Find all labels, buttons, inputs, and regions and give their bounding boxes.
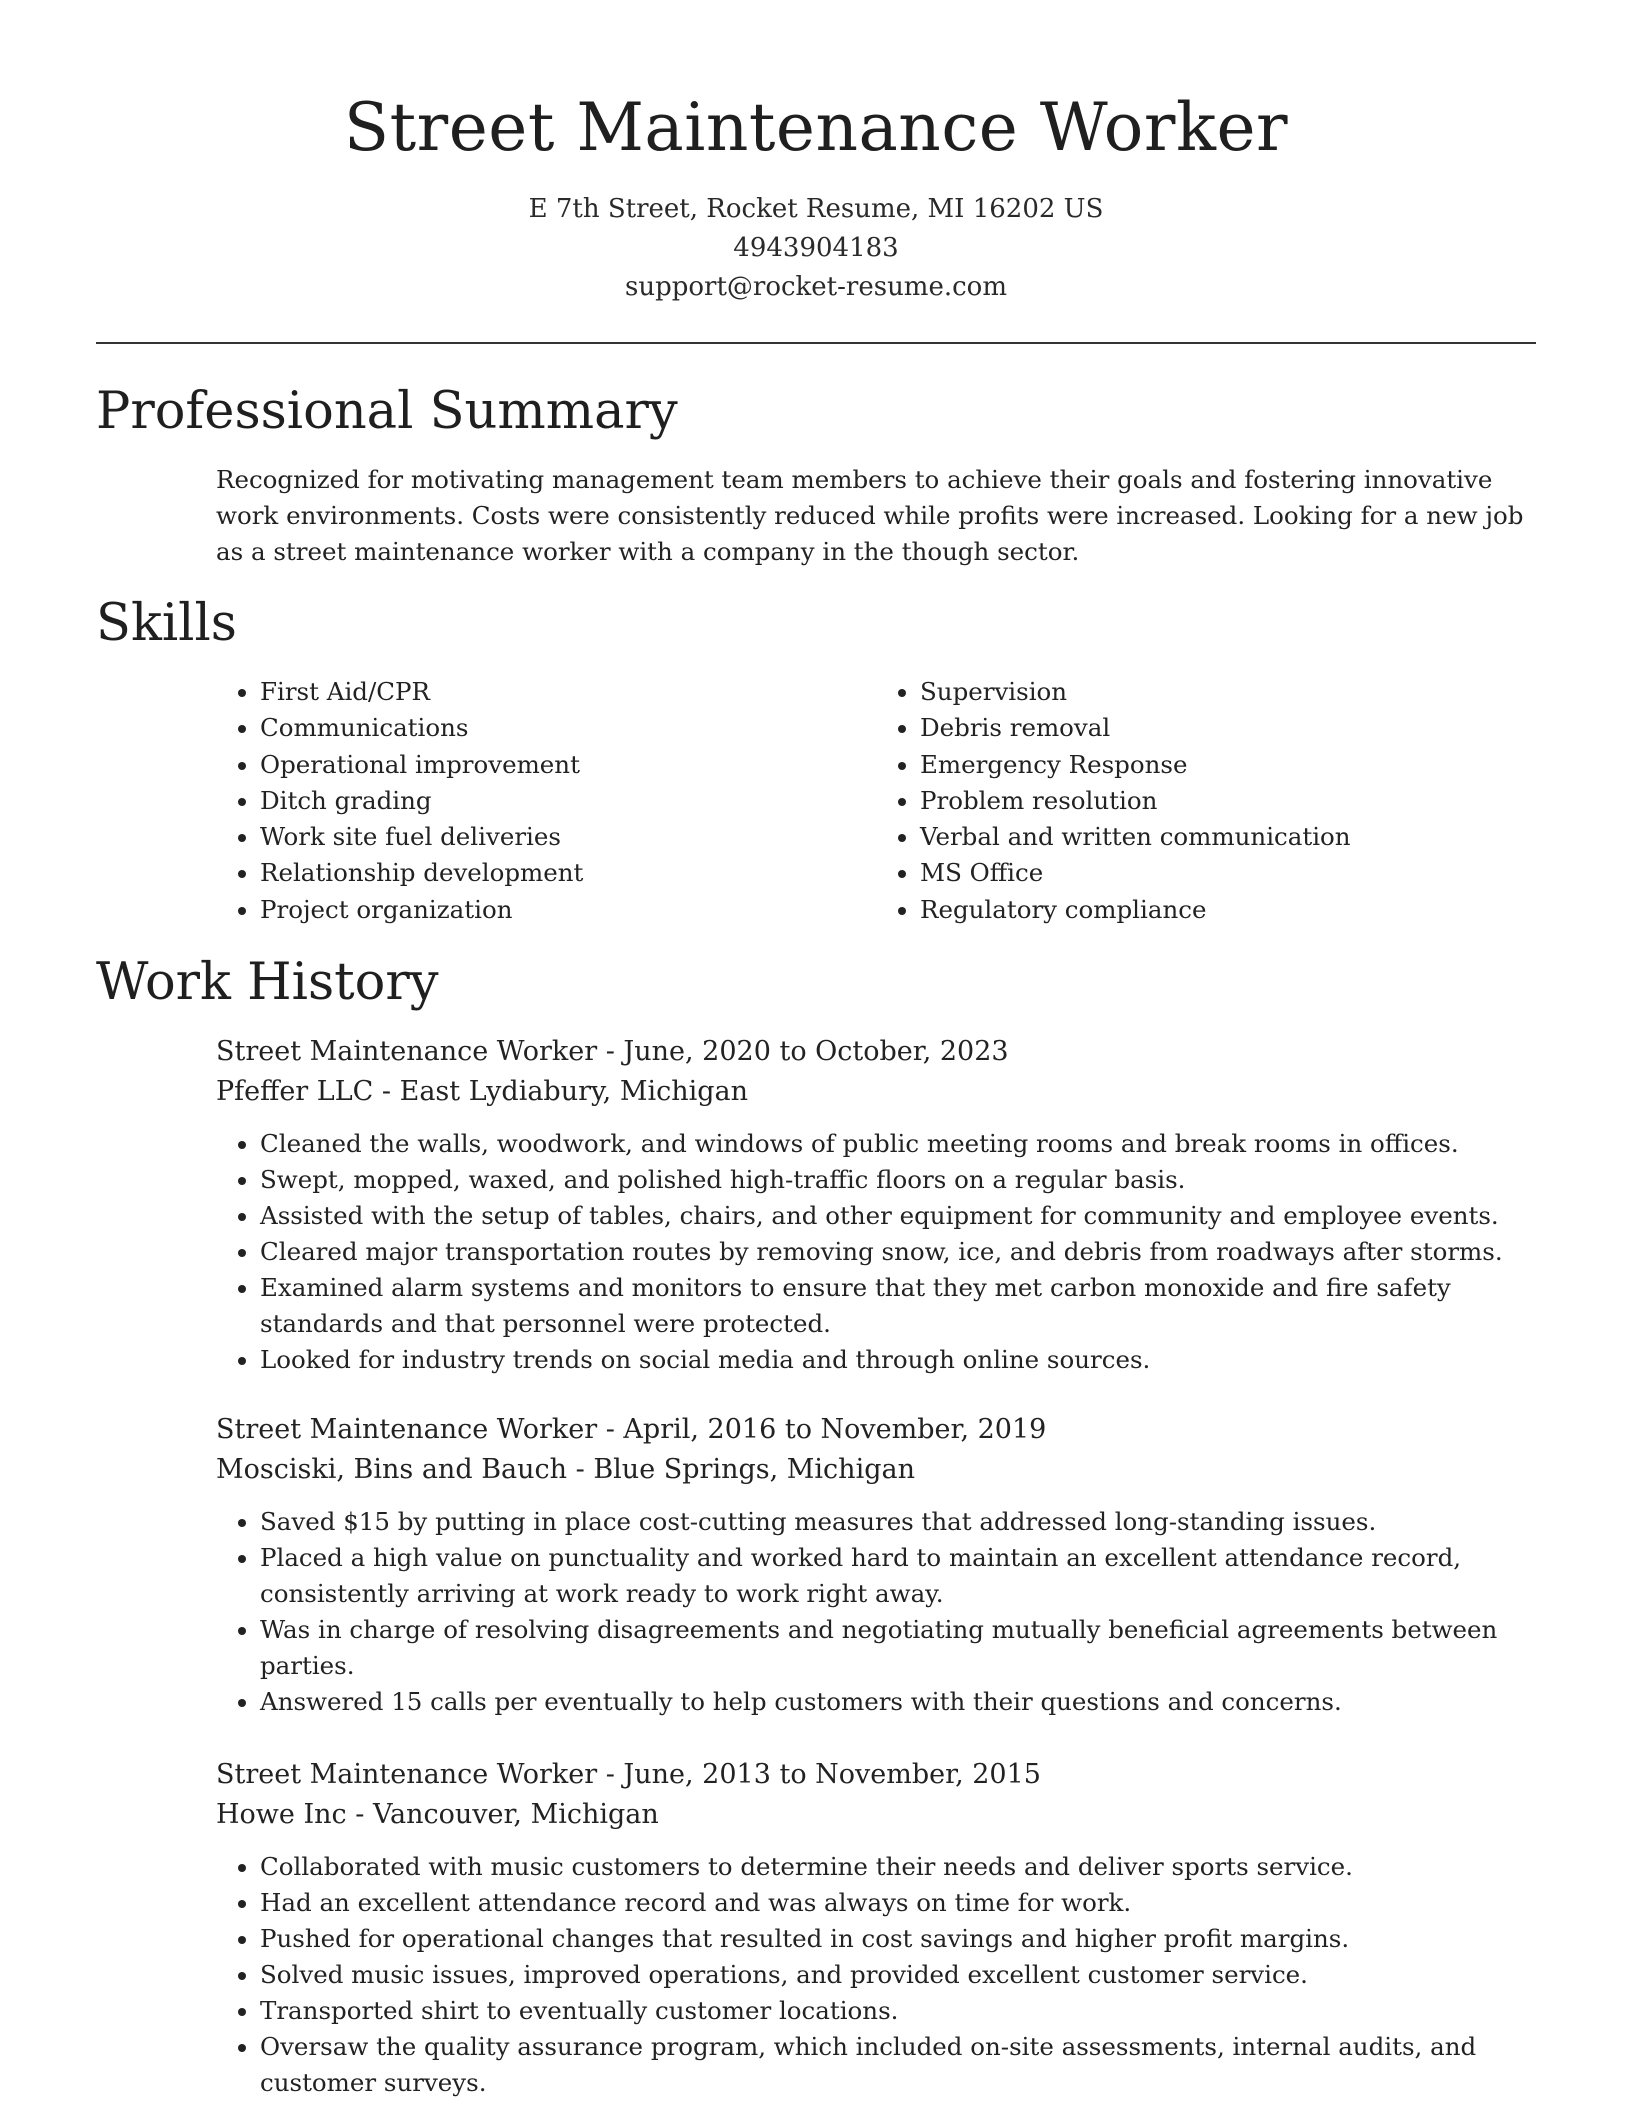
- job-bullets: [216, 1126, 1536, 1378]
- company-name: Howe Inc: [216, 1799, 347, 1830]
- job-bullet: • Was in charge of resolving disagreements and negotiating mutually beneficial agreements between parties.: [260, 1612, 1536, 1684]
- skills-heading: Skills: [96, 594, 237, 653]
- job-bullet: • Oversaw the quality assurance program, which included on-site assessments, internal audits, and customer surveys.: [260, 2029, 1536, 2101]
- job-bullet: • Cleared major transportation routes by removing snow, ice, and debris from roadways after storms.: [260, 1234, 1536, 1270]
- job-bullets: [216, 1849, 1536, 2101]
- job-title: Street Maintenance Worker: [216, 1414, 598, 1445]
- separator: -: [597, 1036, 624, 1067]
- separator: -: [567, 1454, 594, 1485]
- job-bullet: • Had an excellent attendance record and was always on time for work.: [260, 1885, 1536, 1921]
- job-entry: [216, 1410, 1536, 1720]
- separator: -: [597, 1759, 624, 1790]
- email-text: support@rocket-resume.com: [624, 272, 1007, 302]
- resume-header: [0, 0, 1632, 307]
- skill-item: • Emergency Response: [920, 747, 1536, 783]
- job-location: Blue Springs, Michigan: [593, 1454, 915, 1485]
- job-bullet: • Looked for industry trends on social media and through online sources.: [260, 1342, 1536, 1378]
- job-bullet: • Cleaned the walls, woodwork, and windows of public meeting rooms and break rooms in offices.: [260, 1126, 1536, 1162]
- job-title-line: [216, 1410, 1536, 1450]
- job-dates: June, 2013 to November, 2015: [623, 1759, 1041, 1790]
- skills-column-right: [876, 674, 1536, 928]
- skills-list: [216, 674, 1536, 928]
- skill-item: • Work site fuel deliveries: [260, 819, 876, 855]
- job-title: Street Maintenance Worker: [216, 1759, 598, 1790]
- skills-column-left: [216, 674, 876, 928]
- job-dates: June, 2020 to October, 2023: [623, 1036, 1009, 1067]
- company-name: Pfeffer LLC: [216, 1076, 374, 1107]
- job-dates: April, 2016 to November, 2019: [623, 1414, 1047, 1445]
- job-bullet: • Solved music issues, improved operations, and provided excellent customer service.: [260, 1957, 1536, 1993]
- job-bullet: • Swept, mopped, waxed, and polished high-traffic floors on a regular basis.: [260, 1162, 1536, 1198]
- job-company-line: [216, 1795, 1536, 1835]
- skill-item: • Supervision: [920, 674, 1536, 710]
- job-company-line: [216, 1450, 1536, 1490]
- header-divider: [96, 342, 1536, 344]
- job-location: East Lydiabury, Michigan: [399, 1076, 749, 1107]
- summary-text: Recognized for motivating management team members to achieve their goals and fostering innovative work environments. Costs were consistently reduced while profits were increased. Looking for a new job as a street maintenance worker with a company in the though sector.: [216, 465, 1524, 566]
- job-title: Street Maintenance Worker: [216, 1036, 598, 1067]
- job-bullets: [216, 1504, 1536, 1720]
- job-title-line: [216, 1755, 1536, 1795]
- skill-item: • Project organization: [260, 892, 876, 928]
- separator: -: [373, 1076, 400, 1107]
- skill-item: • MS Office: [920, 855, 1536, 891]
- job-bullet: • Transported shirt to eventually customer locations.: [260, 1993, 1536, 2029]
- skill-item: • First Aid/CPR: [260, 674, 876, 710]
- phone-text: 4943904183: [733, 233, 899, 263]
- job-bullet: • Examined alarm systems and monitors to ensure that they met carbon monoxide and fire safety standards and that personnel were protected.: [260, 1270, 1536, 1342]
- skill-item: • Regulatory compliance: [920, 892, 1536, 928]
- separator: -: [597, 1414, 624, 1445]
- skill-item: • Debris removal: [920, 710, 1536, 746]
- separator: -: [346, 1799, 373, 1830]
- skill-item: • Problem resolution: [920, 783, 1536, 819]
- job-bullet: • Answered 15 calls per eventually to help customers with their questions and concerns.: [260, 1684, 1536, 1720]
- skill-item: • Communications: [260, 710, 876, 746]
- skill-item: • Ditch grading: [260, 783, 876, 819]
- job-company-line: [216, 1072, 1536, 1112]
- work-history-heading: Work History: [96, 953, 439, 1012]
- job-bullet: • Assisted with the setup of tables, chairs, and other equipment for community and employee events.: [260, 1198, 1536, 1234]
- job-entry: [216, 1755, 1536, 2101]
- job-bullet: • Saved $15 by putting in place cost-cutting measures that addressed long-standing issues.: [260, 1504, 1536, 1540]
- job-bullet: • Collaborated with music customers to determine their needs and deliver sports service.: [260, 1849, 1536, 1885]
- candidate-name: Street Maintenance Worker: [343, 89, 1289, 166]
- skill-item: • Verbal and written communication: [920, 819, 1536, 855]
- contact-block: [0, 190, 1632, 307]
- summary-heading: Professional Summary: [96, 382, 678, 441]
- skill-item: • Relationship development: [260, 855, 876, 891]
- job-bullet: • Pushed for operational changes that resulted in cost savings and higher profit margins.: [260, 1921, 1536, 1957]
- skill-item: • Operational improvement: [260, 747, 876, 783]
- job-location: Vancouver, Michigan: [372, 1799, 659, 1830]
- address-text: E 7th Street, Rocket Resume, MI 16202 US: [528, 194, 1104, 224]
- job-bullet: • Placed a high value on punctuality and worked hard to maintain an excellent attendance record, consistently arriving at work ready to work right away.: [260, 1540, 1536, 1612]
- company-name: Mosciski, Bins and Bauch: [216, 1454, 568, 1485]
- job-entry: [216, 1032, 1536, 1378]
- job-title-line: [216, 1032, 1536, 1072]
